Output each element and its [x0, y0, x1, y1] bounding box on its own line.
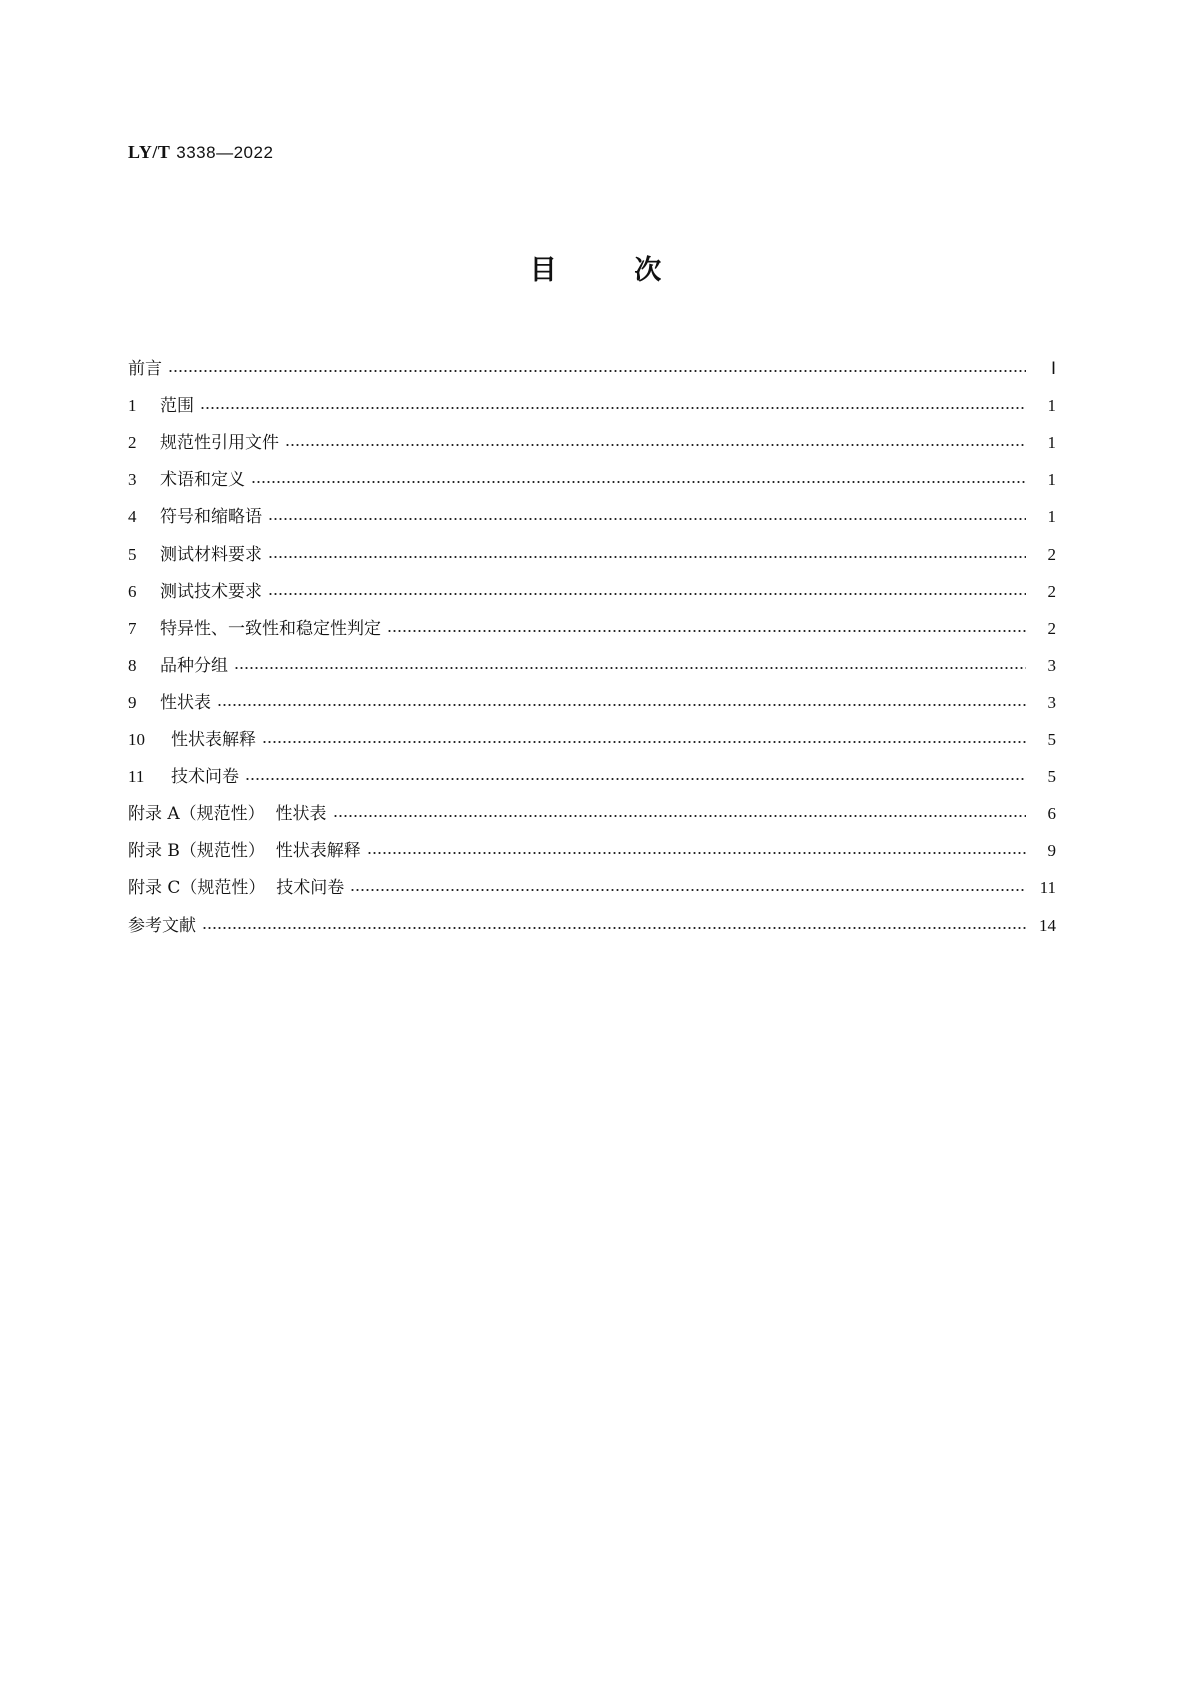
toc-entry-page: Ⅰ — [1050, 359, 1056, 379]
toc-entry-number: 6 — [128, 581, 137, 601]
toc-entry[interactable] — [128, 490, 1056, 527]
toc-entry-number: 3 — [128, 470, 137, 490]
toc-entry-text: 测试材料要求 — [160, 544, 262, 565]
dot-leader — [262, 740, 1026, 744]
toc-entry-text: 特异性、一致性和稳定性判定 — [160, 618, 381, 639]
toc-entry-text: 参考文献 — [128, 915, 196, 936]
toc-entry-page: 5 — [1047, 730, 1056, 750]
toc-entry-label — [128, 873, 350, 898]
toc-entry-page: 11 — [1039, 878, 1056, 898]
toc-entry-text: 品种分组 — [160, 655, 228, 676]
toc-entry-label — [128, 354, 168, 379]
toc-entry-text: 规范性引用文件 — [160, 433, 279, 454]
toc-entry-label — [128, 911, 202, 936]
toc-entry-number: 7 — [128, 618, 137, 638]
toc-entry-number: 4 — [128, 507, 137, 527]
toc-entry-page: 9 — [1047, 841, 1056, 861]
toc-entry-page: 6 — [1047, 804, 1056, 824]
standard-code — [128, 142, 273, 163]
toc-entry[interactable] — [128, 676, 1056, 713]
toc-entry-label — [128, 836, 367, 861]
title-char-2: 次 — [634, 255, 662, 286]
toc-entry-label — [128, 391, 200, 416]
toc-entry-page: 5 — [1047, 767, 1056, 787]
toc-entry-number: 10 — [128, 730, 145, 750]
toc-entry-label — [128, 762, 245, 787]
toc-entry-page: 2 — [1047, 544, 1056, 564]
toc-entry-text: 前言 — [128, 359, 162, 380]
toc-entry-label — [128, 651, 234, 676]
dot-leader — [168, 369, 1026, 373]
toc-entry-page: 1 — [1047, 470, 1056, 490]
toc-entry-page: 2 — [1047, 581, 1056, 601]
toc-entry[interactable] — [128, 713, 1056, 750]
dot-leader — [268, 555, 1026, 559]
toc-entry-text: 附录 C（规范性） 技术问卷 — [128, 878, 345, 899]
toc-entry[interactable] — [128, 602, 1056, 639]
toc-entry[interactable] — [128, 898, 1056, 935]
toc-entry-label — [128, 577, 268, 602]
toc-entry-label — [128, 465, 251, 490]
toc-entry-page: 1 — [1047, 396, 1056, 416]
standard-prefix: LY/T — [128, 142, 171, 162]
toc-entry[interactable] — [128, 416, 1056, 453]
dot-leader — [200, 406, 1026, 410]
toc-entry-number: 8 — [128, 655, 137, 675]
dot-leader — [285, 443, 1026, 447]
toc-entry[interactable] — [128, 750, 1056, 787]
toc-entry-page: 1 — [1047, 433, 1056, 453]
toc-entry[interactable] — [128, 787, 1056, 824]
toc-entry-label — [128, 540, 268, 565]
toc-entry-number: 2 — [128, 433, 137, 453]
dot-leader — [350, 888, 1026, 892]
dot-leader — [251, 480, 1026, 484]
toc-entry-page: 3 — [1047, 655, 1056, 675]
dot-leader — [268, 592, 1026, 596]
toc-entry-number: 11 — [128, 767, 145, 787]
toc-entry-label — [128, 688, 217, 713]
toc-entry-number: 1 — [128, 396, 137, 416]
toc-entry-page: 3 — [1047, 692, 1056, 712]
toc-entry-text: 附录 B（规范性） 性状表解释 — [128, 841, 361, 862]
dot-leader — [202, 926, 1026, 930]
standard-number: 3338—2022 — [176, 143, 274, 162]
toc-entry-page: 14 — [1039, 915, 1056, 935]
toc-entry-number: 5 — [128, 544, 137, 564]
toc-entry-text: 术语和定义 — [160, 470, 245, 491]
toc-entry-page: 1 — [1047, 507, 1056, 527]
toc-entry-page: 2 — [1047, 618, 1056, 638]
toc-entry[interactable] — [128, 639, 1056, 676]
page-title — [0, 248, 1191, 287]
table-of-contents — [128, 342, 1056, 936]
toc-entry[interactable] — [128, 342, 1056, 379]
toc-entry-label — [128, 799, 333, 824]
toc-entry[interactable] — [128, 379, 1056, 416]
toc-entry-label — [128, 725, 262, 750]
dot-leader — [367, 851, 1026, 855]
toc-entry-text: 范围 — [160, 396, 194, 417]
toc-entry-text: 附录 A（规范性） 性状表 — [128, 804, 327, 825]
toc-entry-text: 技术问卷 — [171, 767, 239, 788]
toc-entry-label — [128, 502, 268, 527]
toc-entry[interactable] — [128, 565, 1056, 602]
dot-leader — [268, 517, 1026, 521]
dot-leader — [217, 703, 1026, 707]
toc-entry[interactable] — [128, 527, 1056, 564]
title-char-1: 目 — [529, 255, 557, 286]
dot-leader — [333, 814, 1027, 818]
toc-entry-number: 9 — [128, 692, 137, 712]
toc-entry-label — [128, 428, 285, 453]
dot-leader — [387, 629, 1026, 633]
toc-entry-text: 符号和缩略语 — [160, 507, 262, 528]
toc-entry[interactable] — [128, 453, 1056, 490]
toc-entry[interactable] — [128, 824, 1056, 861]
dot-leader — [245, 777, 1026, 781]
toc-entry-text: 测试技术要求 — [160, 581, 262, 602]
dot-leader — [234, 666, 1026, 670]
toc-entry-label — [128, 614, 387, 639]
toc-entry-text: 性状表解释 — [171, 730, 256, 751]
toc-entry[interactable] — [128, 861, 1056, 898]
toc-entry-text: 性状表 — [160, 692, 211, 713]
